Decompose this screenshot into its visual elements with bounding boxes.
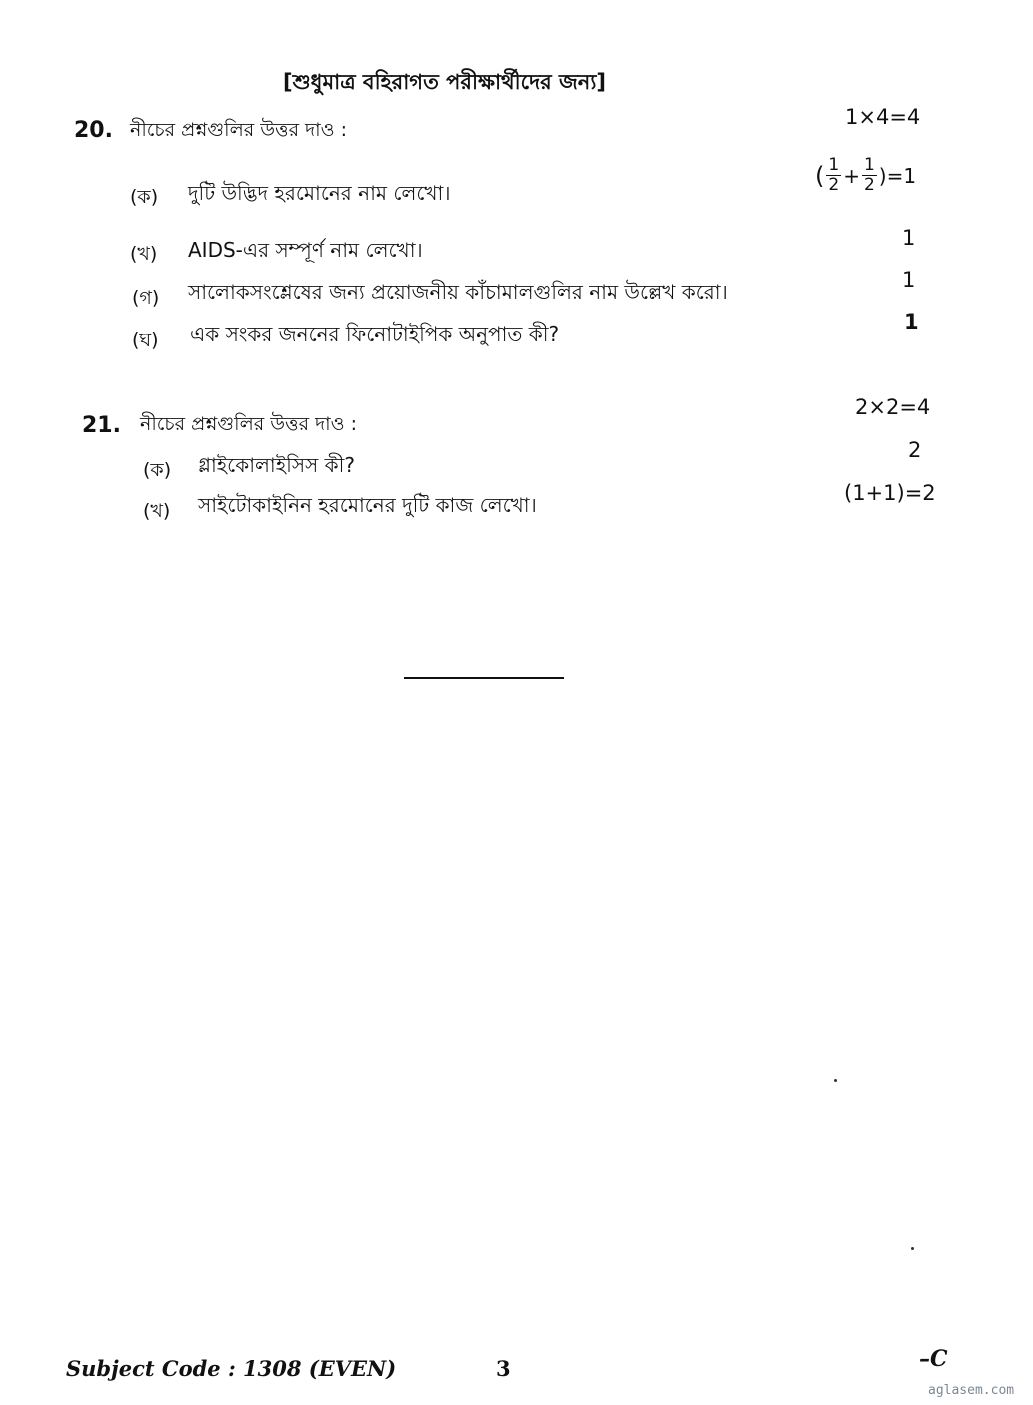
watermark: aglasem.com [928,1383,1015,1398]
q20-part-c-marks: 1 [902,268,916,292]
question-21-text: নীচের প্রশ্নগুলির উত্তর দাও : [140,413,358,435]
q20-part-b-label: (খ) [130,243,158,265]
question-20-text: নীচের প্রশ্নগুলির উত্তর দাও : [130,119,348,141]
scan-speck [911,1247,914,1250]
q20-part-c-text: সালোকসংশ্লেষের জন্য প্রয়োজনীয় কাঁচামালগুলির নাম উল্লেখ করো। [188,280,728,304]
fraction-numerator: 1 [828,155,840,175]
q20-part-c-label: (গ) [132,287,160,309]
paper-set: –C [919,1346,948,1372]
fraction-denominator: 2 [863,175,875,195]
fraction-half-2 [862,156,877,195]
q20-part-d-label: (ঘ) [132,329,159,351]
q20-part-d-text: এক সংকর জননের ফিনোটাইপিক অনুপাত কী? [190,322,560,346]
q21-part-b-label: (খ) [143,500,171,522]
question-20-marks: 1×4=4 [845,105,921,129]
q21-part-a-label: (ক) [143,459,172,481]
fraction-close: )=1 [878,163,917,188]
q21-part-a-text: গ্লাইকোলাইসিস কী? [198,453,355,477]
end-divider [404,677,564,679]
question-21-number: 21. [82,413,121,438]
q20-part-a-text: দুটি উদ্ভিদ হরমোনের নাম লেখো। [188,181,451,205]
q20-part-b-text: AIDS-এর সম্পূর্ণ নাম লেখো। [188,238,423,262]
fraction-plus: + [843,163,860,188]
q20-part-a-label: (ক) [130,186,159,208]
page-number: 3 [496,1356,511,1381]
q20-part-a-marks [815,156,916,195]
fraction-denominator: 2 [828,175,840,195]
q20-part-b-marks: 1 [902,226,916,250]
q21-part-a-marks: 2 [908,438,922,462]
fraction-open: ( [815,161,825,190]
q21-part-b-text: সাইটোকাইনিন হরমোনের দুটি কাজ লেখো। [198,493,537,517]
subject-code: Subject Code : 1308 (EVEN) [66,1356,397,1381]
scan-speck [834,1079,837,1082]
fraction-numerator: 1 [863,155,875,175]
q21-part-b-marks: (1+1)=2 [844,481,936,505]
fraction-half-1 [826,156,841,195]
question-21-marks: 2×2=4 [855,395,931,419]
q20-part-d-marks: 1 [904,310,919,334]
page-header: [শুধুমাত্র বহিরাগত পরীক্ষার্থীদের জন্য] [283,70,607,94]
question-20-number: 20. [74,118,113,143]
